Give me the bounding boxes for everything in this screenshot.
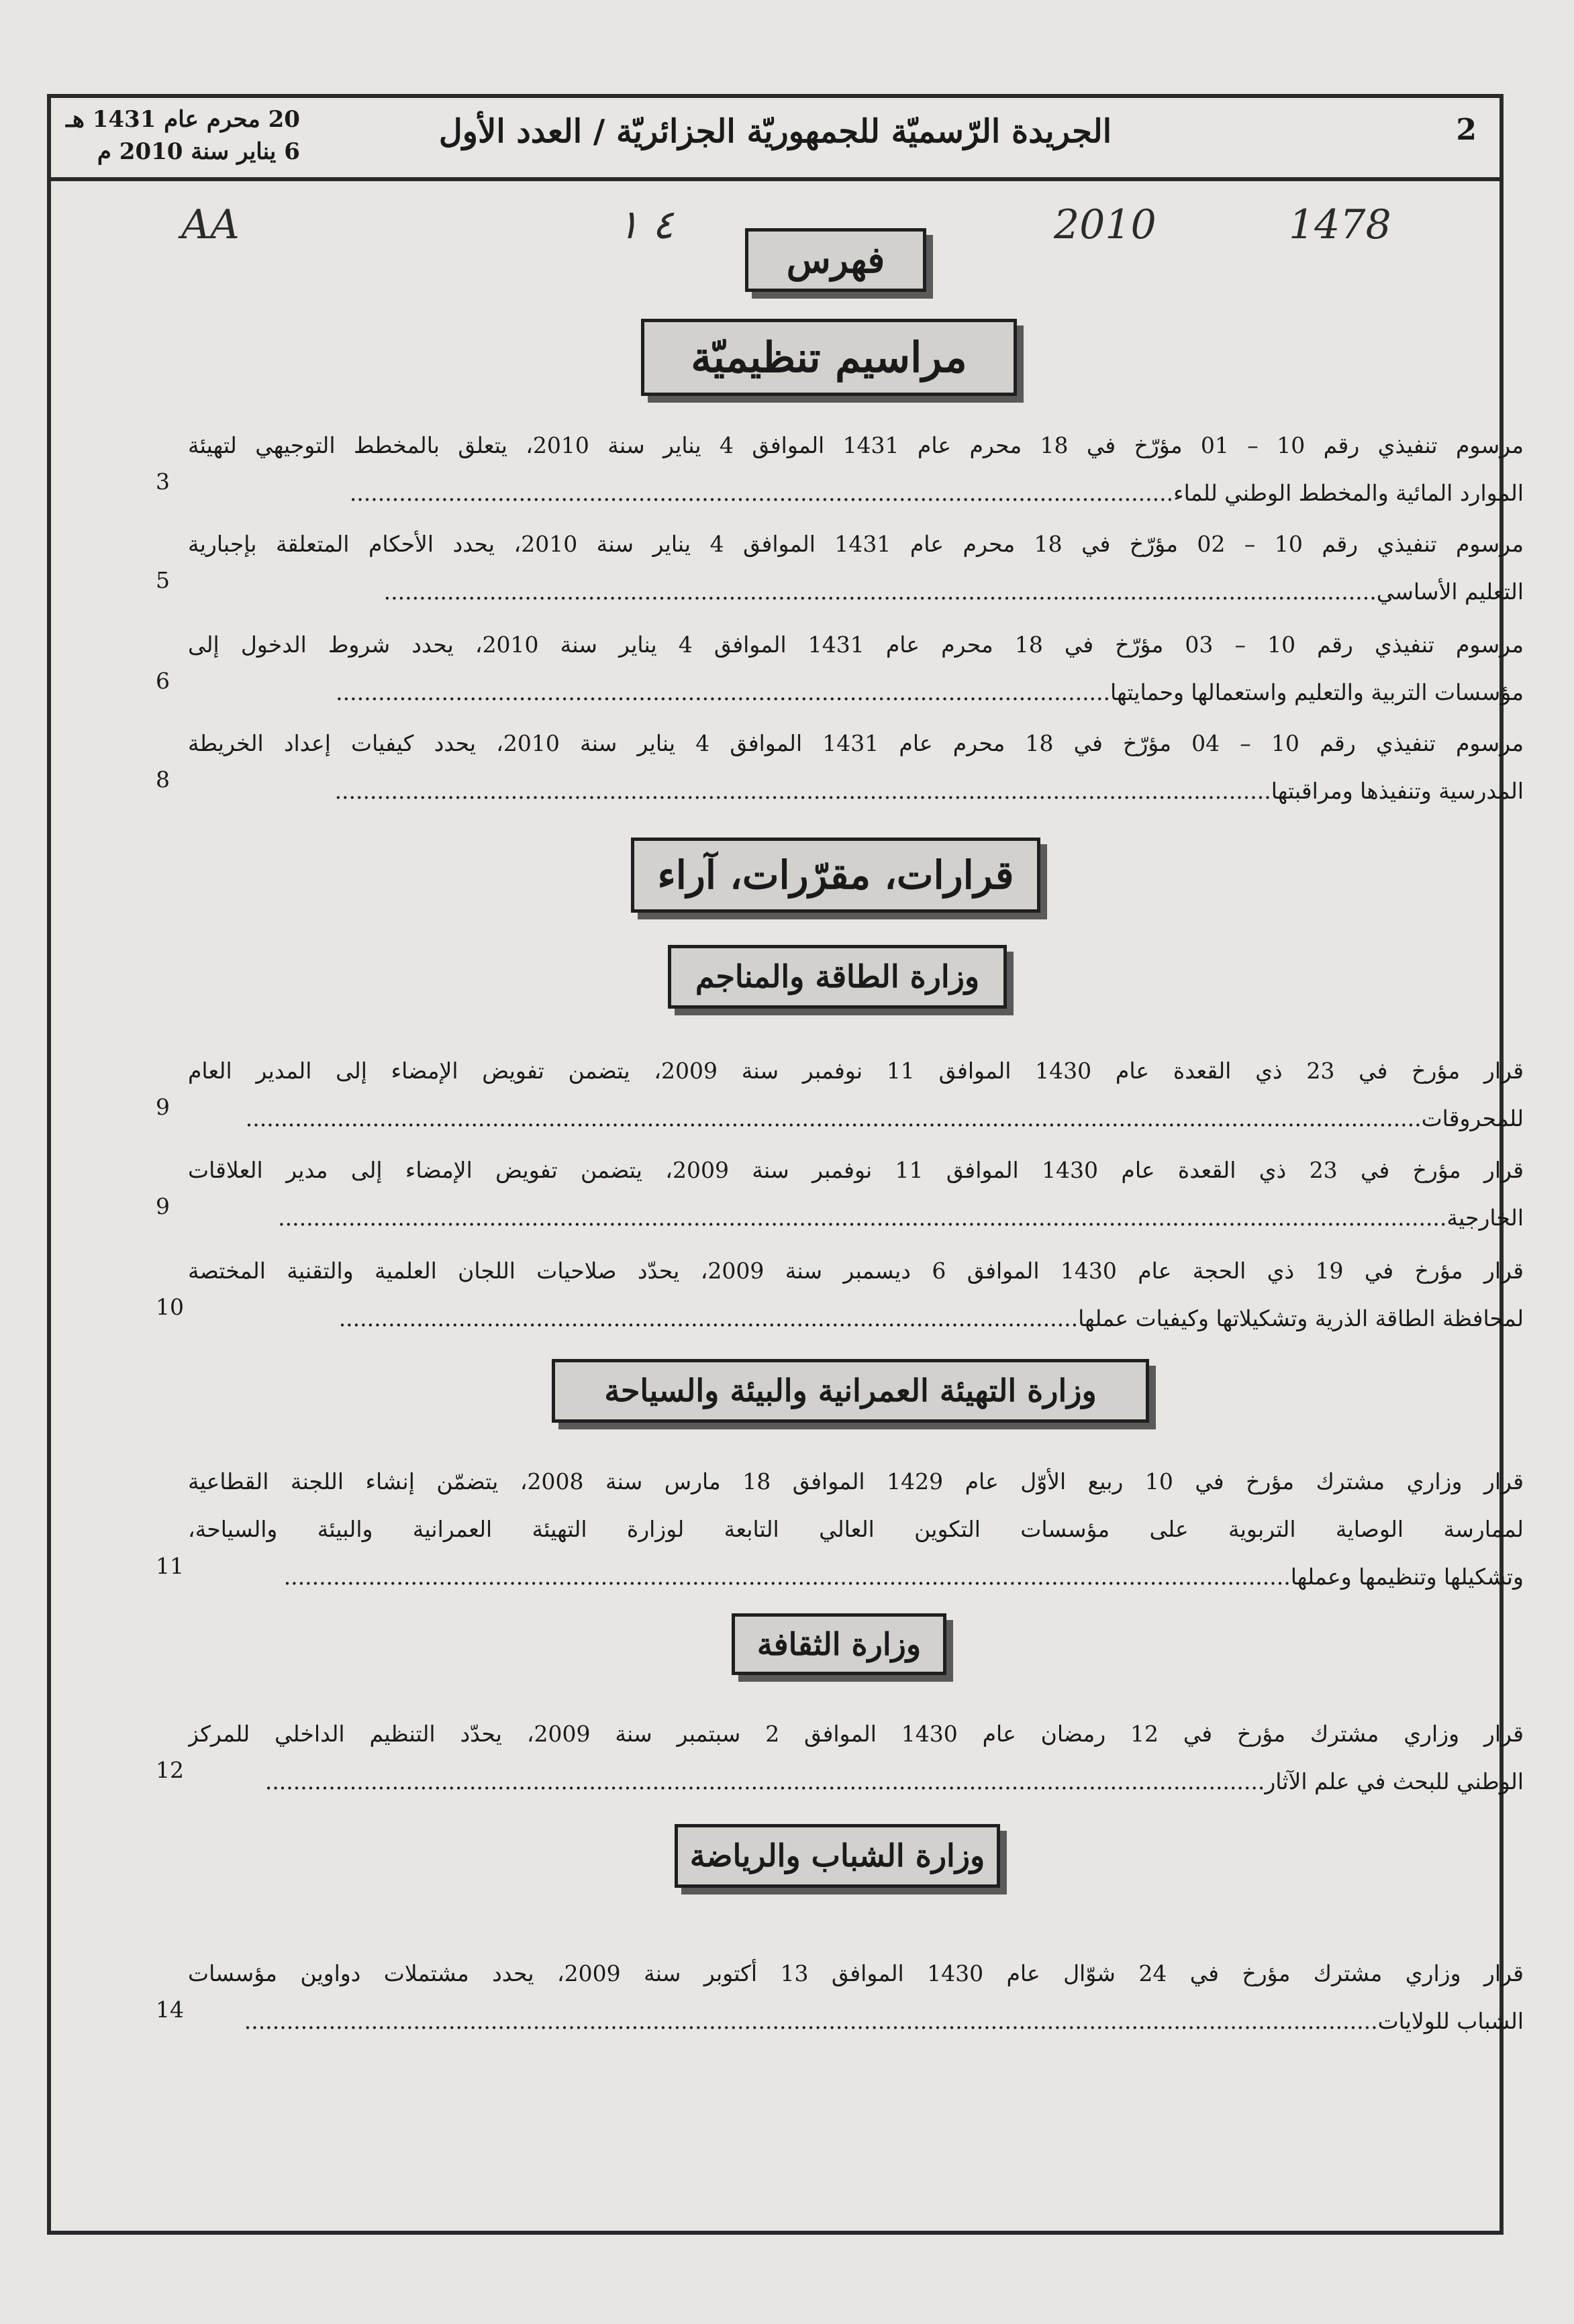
index-entry-10: قرار وزاري مشترك مؤرخ في 24 شوّال عام 1430 الموافق 13 أكتوبر سنة 2009، يحدد مشتملات دواوين مؤسسات الشباب للولايات................................................................................................................................................................. (188, 1960, 1524, 2034)
hijri-date: 20 محرم عام 1431 هـ (66, 106, 300, 133)
handwritten-note-right: 1478 (1289, 201, 1391, 248)
page-header (47, 94, 1504, 181)
page-ref-6: 9 (156, 1193, 170, 1219)
index-entry-4: مرسوم تنفيذي رقم 10 – 04 مؤرّخ في 18 محرم عام 1431 الموافق 4 يناير سنة 2010، يحدد كيفيات إعداد الخريطة المدرسية وتنفيذها ومراقبتها..................................................................................................................................... (188, 730, 1524, 804)
handwritten-note-left: AA (181, 201, 240, 248)
section-decrees: مراسيم تنظيميّة (641, 319, 1017, 396)
index-entry-1: مرسوم تنفيذي رقم 10 – 01 مؤرّخ في 18 محرم عام 1431 الموافق 4 يناير سنة 2010، يتعلق بالمخطط التوجيهي لتهيئة الموارد المائية والمخطط الوطني للماء..................................................................................................................... (188, 432, 1524, 506)
page-ref-1: 3 (156, 468, 170, 495)
index-entry-3: مرسوم تنفيذي رقم 10 – 03 مؤرّخ في 18 محرم عام 1431 الموافق 4 يناير سنة 2010، يحدد شروط الدخول إلى مؤسسات التربية والتعليم واستعمالها وحمايتها.............................................................................................................. (188, 631, 1524, 705)
section-index: فهرس (745, 228, 926, 292)
index-entry-2: مرسوم تنفيذي رقم 10 – 02 مؤرّخ في 18 محرم عام 1431 الموافق 4 يناير سنة 2010، يحدد الأحكام المتعلقة بإجبارية التعليم الأساسي............................................................................................................................................. (188, 531, 1524, 605)
handwritten-note-center-right: 2010 (1054, 201, 1157, 248)
gregorian-date: 6 يناير سنة 2010 م (97, 138, 300, 165)
page-ref-9: 12 (156, 1757, 184, 1783)
gazette-title: الجريدة الرّسميّة للجمهوريّة الجزائريّة / العدد الأول (438, 113, 1112, 150)
section-energy-ministry: وزارة الطاقة والمناجم (668, 945, 1007, 1009)
handwritten-note-center-left: ٤ ١ (618, 201, 674, 248)
index-entry-6: قرار مؤرخ في 23 ذي القعدة عام 1430 الموافق 11 نوفمبر سنة 2009، يتضمن تفويض الإمضاء إلى مدير العلاقات الخارجية...................................................................................................................................................................... (188, 1157, 1524, 1231)
page-ref-7: 10 (156, 1294, 184, 1320)
section-decisions: قرارات، مقرّرات، آراء (631, 838, 1040, 913)
page-ref-4: 8 (156, 766, 170, 793)
issue-dates (66, 103, 300, 168)
index-entry-8: قرار وزاري مشترك مؤرخ في 10 ربيع الأوّل عام 1429 الموافق 18 مارس سنة 2008، يتضمّن إنشاء اللجنة القطاعية لممارسة الوصاية التربوية على مؤسسات التكوين العالي التابعة لوزارة التهيئة العمرانية والبيئة والسياحة، وتشكيلها وتنظيمها وعملها............................................................................................................................................... (188, 1468, 1524, 1590)
index-entry-9: قرار وزاري مشترك مؤرخ في 12 رمضان عام 1430 الموافق 2 سبتمبر سنة 2009، يحدّد التنظيم الداخلي للمركز الوطني للبحث في علم الآثار.............................................................................................................................................. (188, 1721, 1524, 1795)
page-ref-3: 6 (156, 668, 170, 694)
page-ref-8: 11 (156, 1553, 184, 1579)
section-planning-ministry: وزارة التهيئة العمرانية والبيئة والسياحة (552, 1359, 1149, 1423)
section-culture-ministry: وزارة الثقافة (732, 1613, 946, 1675)
page-ref-2: 5 (156, 567, 170, 593)
page-number: 2 (1456, 113, 1477, 147)
page-ref-5: 9 (156, 1094, 170, 1120)
section-youth-ministry: وزارة الشباب والرياضة (675, 1824, 1000, 1888)
index-entry-7: قرار مؤرخ في 19 ذي الحجة عام 1430 الموافق 6 ديسمبر سنة 2009، يحدّد صلاحيات اللجان العلمية والتقنية المختصة لمحافظة الطاقة الذرية وتشكيلاتها وكيفيات عملها......................................................................................................... (188, 1258, 1524, 1331)
index-entry-5: قرار مؤرخ في 23 ذي القعدة عام 1430 الموافق 11 نوفمبر سنة 2009، يتضمن تفويض الإمضاء إلى المدير العام للمحروقات....................................................................................................................................................................... (188, 1058, 1524, 1131)
page-ref-10: 14 (156, 1997, 184, 2023)
